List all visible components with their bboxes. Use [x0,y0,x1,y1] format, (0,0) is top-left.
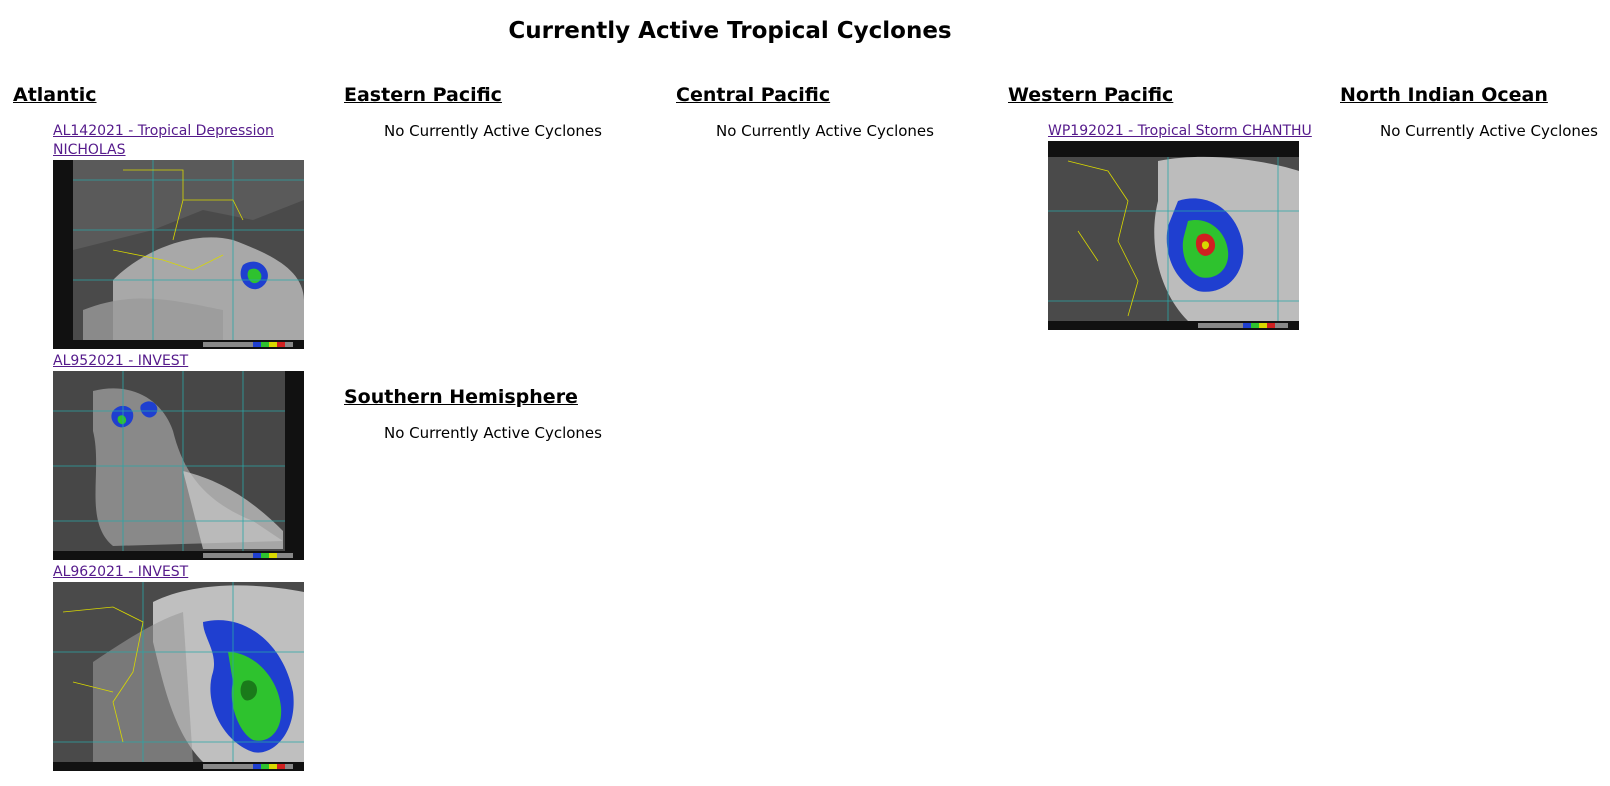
basin-title-eastern-pacific: Eastern Pacific [344,84,502,106]
no-cyclones-status: No Currently Active Cyclones [716,122,934,140]
basin-title-atlantic: Atlantic [13,84,97,106]
storm-image-al952021[interactable] [53,371,304,560]
basin-title-western-pacific: Western Pacific [1008,84,1174,106]
storm-image-wp192021[interactable] [1048,141,1299,330]
no-cyclones-status: No Currently Active Cyclones [384,424,602,442]
storm-link-al952021[interactable]: AL952021 - INVEST [53,353,189,369]
storm-entry [13,352,313,560]
basin-north-indian [1340,84,1598,140]
basin-western-pacific [1008,84,1312,330]
no-cyclones-status: No Currently Active Cyclones [1380,122,1598,140]
basin-title-central-pacific: Central Pacific [676,84,831,106]
page-title: Currently Active Tropical Cyclones [508,18,952,44]
basin-eastern-pacific [344,84,602,140]
storm-link-wp192021[interactable]: WP192021 - Tropical Storm CHANTHU [1048,123,1312,139]
storm-link-al142021[interactable]: AL142021 - Tropical Depression NICHOLAS [53,123,274,158]
basin-southern-hemisphere [344,386,602,442]
storm-link-al962021[interactable]: AL962021 - INVEST [53,564,189,580]
basin-title-southern-hemisphere: Southern Hemisphere [344,386,578,408]
no-cyclones-status: No Currently Active Cyclones [384,122,602,140]
basin-atlantic [13,84,313,771]
basin-title-north-indian: North Indian Ocean [1340,84,1548,106]
storm-entry [13,122,313,349]
storm-entry [13,563,313,771]
storm-image-al142021[interactable] [53,160,304,349]
storm-entry [1008,122,1312,330]
basin-central-pacific [676,84,934,140]
storm-image-al962021[interactable] [53,582,304,771]
